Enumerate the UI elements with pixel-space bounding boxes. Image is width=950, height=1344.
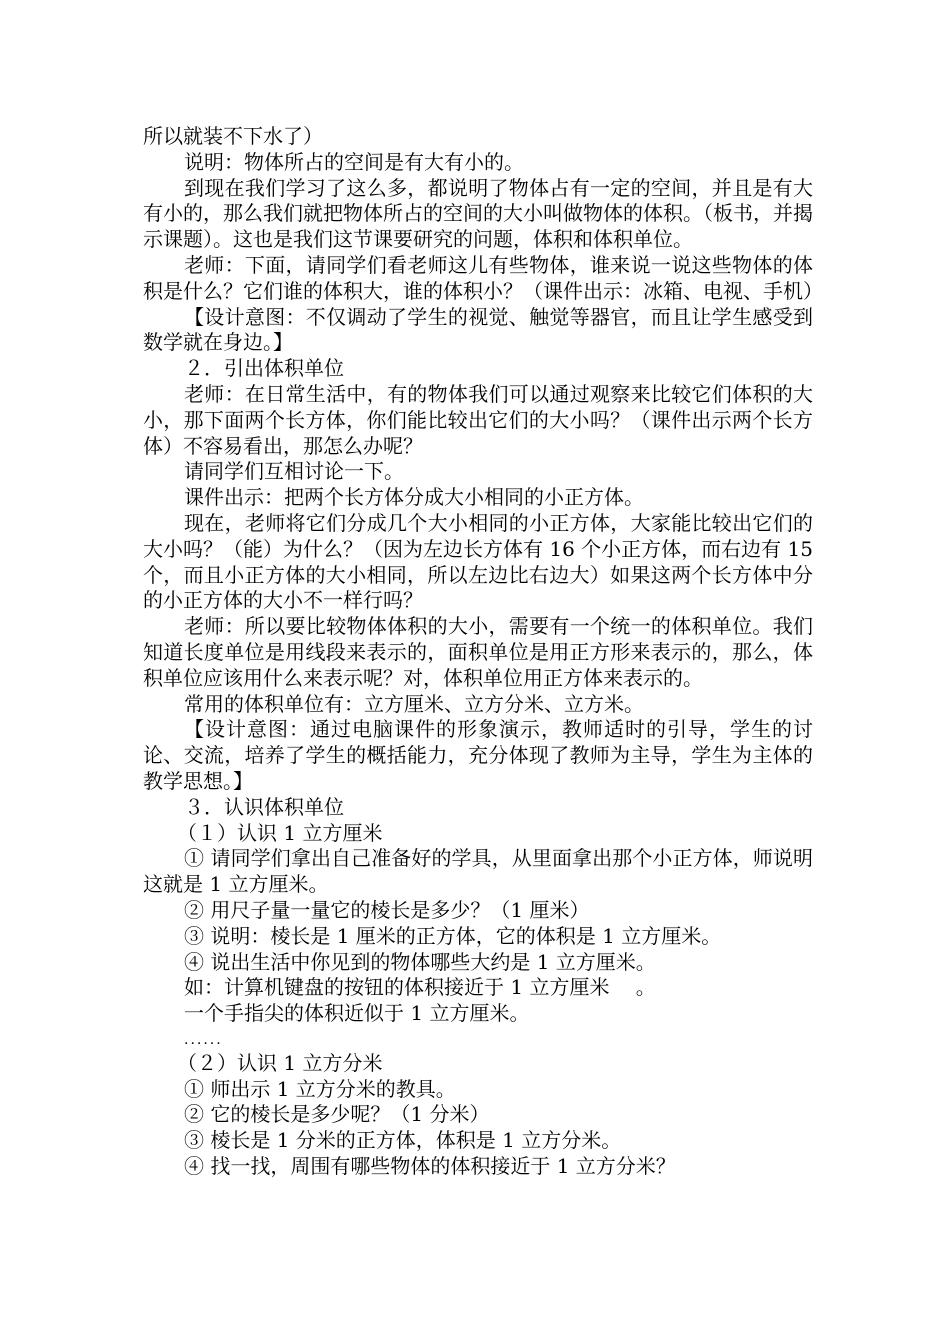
list-item-8: ④ 找一找，周围有哪些物体的体积接近于 1 立方分米？ bbox=[184, 1154, 676, 1179]
subsection-cubic-centimeter: （１）认识 1 立方厘米 bbox=[177, 820, 383, 845]
paragraph-volume-definition: 到现在我们学习了这么多，都说明了物体占有一定的空间，并且是有大有小的，那么我们就把物体所占的空间的大小叫做物体的体积。（板书，并揭示课题）。这也是我们这节课要研究的问题，体积和体积单位。 bbox=[143, 175, 813, 252]
ellipsis: ...... bbox=[184, 1031, 223, 1048]
list-item-7: ③ 棱长是 1 分米的正方体，体积是 1 立方分米。 bbox=[184, 1128, 622, 1153]
paragraph-explanation: 说明：物体所占的空间是有大有小的。 bbox=[184, 149, 524, 174]
list-item-5: ① 师出示 1 立方分米的教具。 bbox=[184, 1076, 456, 1101]
section-heading-3: ３．认识体积单位 bbox=[184, 794, 344, 819]
paragraph-example-fingertip: 一个手指尖的体积近似于 1 立方厘米。 bbox=[184, 1001, 530, 1026]
paragraph-discussion: 请同学们互相讨论一下。 bbox=[184, 459, 404, 484]
paragraph-courseware: 课件出示：把两个长方体分成大小相同的小正方体。 bbox=[184, 485, 644, 510]
list-item-2: ② 用尺子量一量它的棱长是多少？（1 厘米） bbox=[184, 897, 590, 922]
paragraph-example-keyboard: 如：计算机键盘的按钮的体积接近于 1 立方厘米 。 bbox=[184, 975, 656, 1000]
subsection-cubic-decimeter: （２）认识 1 立方分米 bbox=[177, 1050, 383, 1075]
list-item-1: ① 请同学们拿出自己准备好的学具，从里面拿出那个小正方体，师说明这就是 1 立方厘米。 bbox=[143, 846, 813, 897]
paragraph-design-intent-1: 【设计意图：不仅调动了学生的视觉、触觉等器官，而且让学生感受到数学就在身边。】 bbox=[143, 304, 813, 355]
paragraph-teacher-compare: 老师：在日常生活中，有的物体我们可以通过观察来比较它们体积的大小，那下面两个长方体，你们能比较出它们的大小吗？（课件出示两个长方体）不容易看出，那怎么办呢？ bbox=[143, 381, 813, 458]
list-item-6: ② 它的棱长是多少呢？（1 分米） bbox=[184, 1102, 490, 1127]
list-item-4: ④ 说出生活中你见到的物体哪些大约是 1 立方厘米。 bbox=[184, 949, 656, 974]
paragraph-design-intent-2: 【设计意图：通过电脑课件的形象演示，教师适时的引导，学生的讨论、交流，培养了学生的概括能力，充分体现了教师为主导，学生为主体的教学思想。】 bbox=[143, 717, 813, 793]
paragraph-teacher-objects: 老师：下面，请同学们看老师这儿有些物体，谁来说一说这些物体的体积是什么？它们谁的体积大，谁的体积小？（课件出示：冰箱、电视、手机） bbox=[143, 252, 823, 303]
list-item-3: ③ 说明：棱长是 1 厘米的正方体，它的体积是 1 立方厘米。 bbox=[184, 923, 722, 948]
document-body bbox=[143, 124, 823, 1180]
section-heading-2: ２．引出体积单位 bbox=[184, 356, 344, 381]
paragraph-common-units: 常用的体积单位有：立方厘米、立方分米、立方米。 bbox=[184, 691, 644, 716]
paragraph-small-cubes: 现在，老师将它们分成几个大小相同的小正方体，大家能比较出它们的大小吗？（能）为什么？（因为左边长方体有 16 个小正方体，而右边有 15 个，而且小正方体的大小相同，所以左边比右边大）如果这两个长方体中分的小正方体的大小不一样行吗？ bbox=[143, 510, 813, 613]
paragraph-continuation: 所以就装不下水了） bbox=[143, 124, 323, 148]
paragraph-unit-of-volume: 老师：所以要比较物体体积的大小，需要有一个统一的体积单位。我们知道长度单位是用线段来表示的，面积单位是用正方形来表示的，那么，体积单位应该用什么来表示呢？对，体积单位用正方体来表示的。 bbox=[143, 614, 813, 690]
